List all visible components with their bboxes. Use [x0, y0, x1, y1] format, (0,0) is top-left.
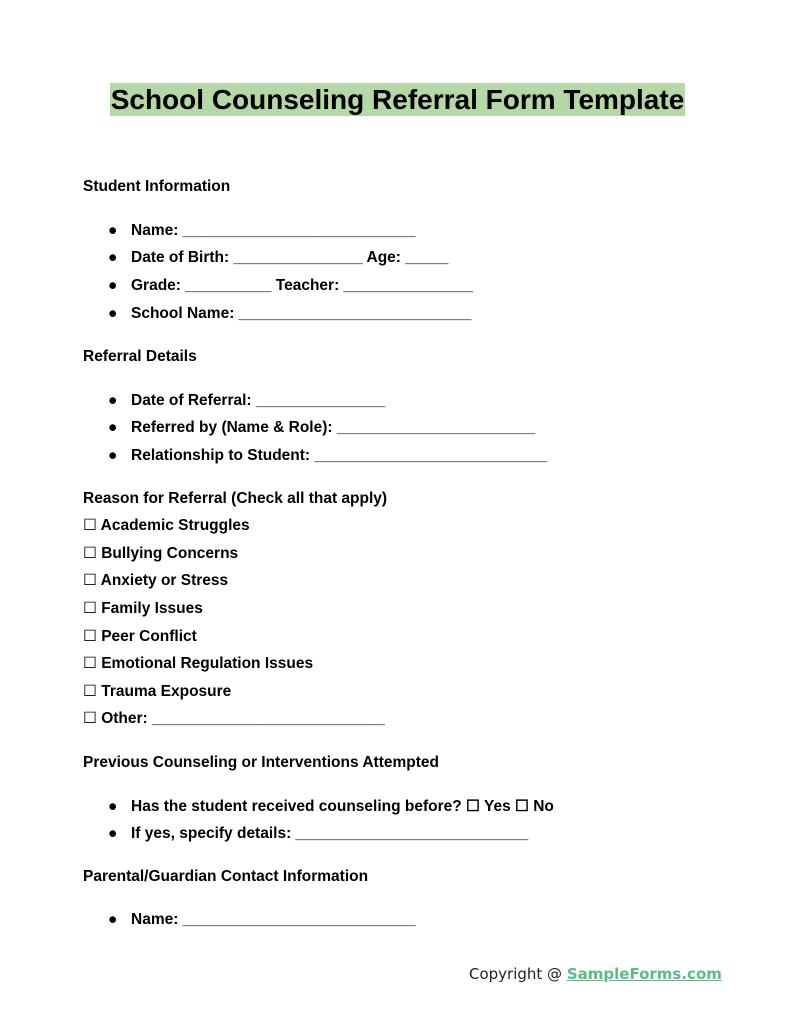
bullet-icon: ●: [108, 825, 118, 842]
checkbox-bullying-concerns[interactable]: ☐ Bullying Concerns: [83, 545, 239, 562]
checkbox-family-issues[interactable]: ☐ Family Issues: [83, 600, 203, 617]
checkbox-other[interactable]: ☐ Other: ___________________________: [83, 710, 385, 727]
field-relationship[interactable]: ● Relationship to Student: ___________________________: [108, 447, 548, 464]
bullet-icon: ●: [108, 419, 118, 436]
checkbox-icon: ☐: [83, 655, 97, 672]
section-heading-previous: Previous Counseling or Interventions Attempted: [83, 754, 439, 771]
field-guardian-name[interactable]: ● Name: ___________________________: [108, 911, 416, 928]
section-heading-student: Student Information: [83, 178, 231, 195]
sampleforms-link[interactable]: SampleForms.com: [566, 965, 722, 983]
field-grade-teacher[interactable]: ● Grade: __________ Teacher: _______________: [108, 277, 473, 294]
section-heading-referral: Referral Details: [83, 348, 197, 365]
checkbox-icon: ☐: [83, 683, 97, 700]
bullet-icon: ●: [108, 798, 118, 815]
bullet-icon: ●: [108, 277, 118, 294]
field-school-name[interactable]: ● School Name: ___________________________: [108, 305, 472, 322]
field-student-name[interactable]: ● Name: ___________________________: [108, 222, 416, 239]
checkbox-icon: ☐: [83, 545, 97, 562]
checkbox-anxiety-stress[interactable]: ☐ Anxiety or Stress: [83, 572, 229, 589]
bullet-icon: ●: [108, 305, 118, 322]
section-heading-parent: Parental/Guardian Contact Information: [83, 868, 369, 885]
bullet-icon: ●: [108, 222, 118, 239]
checkbox-academic-struggles[interactable]: ☐ Academic Struggles: [83, 517, 250, 534]
checkbox-trauma-exposure[interactable]: ☐ Trauma Exposure: [83, 683, 232, 700]
checkbox-emotional-regulation[interactable]: ☐ Emotional Regulation Issues: [83, 655, 314, 672]
checkbox-icon: ☐: [83, 628, 97, 645]
section-heading-reason: Reason for Referral (Check all that apply): [83, 490, 388, 507]
page-title: School Counseling Referral Form Template: [110, 84, 685, 115]
bullet-icon: ●: [108, 447, 118, 464]
checkbox-peer-conflict[interactable]: ☐ Peer Conflict: [83, 628, 197, 645]
field-received-counseling[interactable]: ● Has the student received counseling before? ☐ Yes ☐ No: [108, 798, 554, 815]
field-referred-by[interactable]: ● Referred by (Name & Role): _______________________: [108, 419, 536, 436]
checkbox-icon: ☐: [83, 517, 97, 534]
checkbox-icon: ☐: [83, 710, 97, 727]
checkbox-icon: ☐: [83, 572, 97, 589]
field-dob-age[interactable]: ● Date of Birth: _______________ Age: _____: [108, 249, 449, 266]
copyright-footer: Copyright @ SampleForms.com: [469, 965, 722, 983]
bullet-icon: ●: [108, 392, 118, 409]
bullet-icon: ●: [108, 911, 118, 928]
title-container: [0, 83, 795, 116]
field-date-of-referral[interactable]: ● Date of Referral: _______________: [108, 392, 386, 409]
checkbox-icon: ☐: [83, 600, 97, 617]
bullet-icon: ●: [108, 249, 118, 266]
field-specify-details[interactable]: ● If yes, specify details: ___________________________: [108, 825, 529, 842]
